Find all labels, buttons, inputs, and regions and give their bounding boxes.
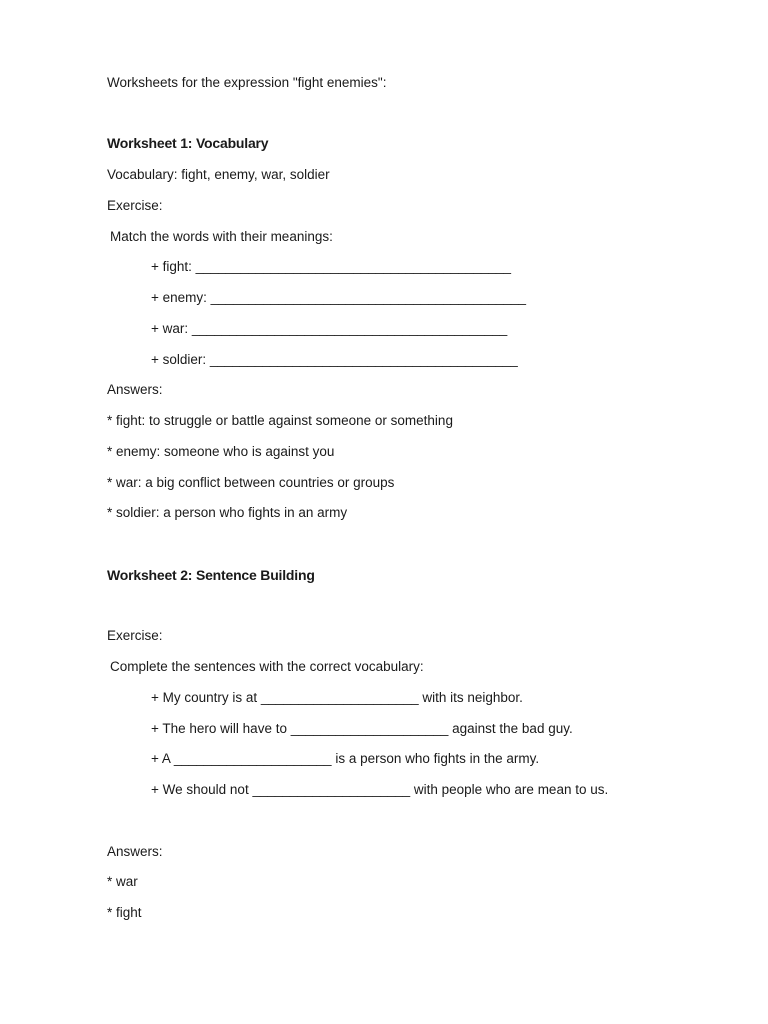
- worksheet1-answer-fight: * fight: to struggle or battle against someone or something: [107, 413, 453, 428]
- worksheet1-vocabulary: Vocabulary: fight, enemy, war, soldier: [107, 167, 330, 182]
- worksheet2-item-3: + A _____________________ is a person who fights in the army.: [151, 751, 540, 766]
- worksheet1-item-enemy: + enemy: __________________________________________: [151, 290, 526, 305]
- worksheet2-item-1: + My country is at _____________________ with its neighbor.: [151, 690, 523, 705]
- worksheet2-answers-label: Answers:: [107, 844, 163, 859]
- worksheet2-instruction: Complete the sentences with the correct vocabulary:: [110, 659, 424, 674]
- worksheet1-answer-soldier: * soldier: a person who fights in an army: [107, 505, 348, 520]
- worksheet1-answer-enemy: * enemy: someone who is against you: [107, 444, 335, 459]
- worksheet2-item-4: + We should not _____________________ with people who are mean to us.: [151, 782, 609, 797]
- worksheet1-exercise-label: Exercise:: [107, 198, 163, 213]
- worksheet2-exercise-label: Exercise:: [107, 628, 163, 643]
- worksheet1-item-fight: + fight: __________________________________________: [151, 259, 511, 274]
- worksheet2-title: Worksheet 2: Sentence Building: [107, 567, 315, 583]
- worksheet2-item-2: + The hero will have to _____________________ against the bad guy.: [151, 721, 573, 736]
- worksheet2-answer-1: * war: [107, 874, 138, 889]
- worksheet1-answer-war: * war: a big conflict between countries or groups: [107, 475, 395, 490]
- worksheet1-title: Worksheet 1: Vocabulary: [107, 135, 269, 151]
- worksheet1-item-war: + war: __________________________________________: [151, 321, 508, 336]
- worksheet1-instruction: Match the words with their meanings:: [110, 229, 333, 244]
- worksheet1-item-soldier: + soldier: _________________________________________: [151, 352, 518, 367]
- worksheet1-answers-label: Answers:: [107, 382, 163, 397]
- intro-text: Worksheets for the expression "fight enemies":: [107, 75, 387, 90]
- worksheet2-answer-2: * fight: [107, 905, 142, 920]
